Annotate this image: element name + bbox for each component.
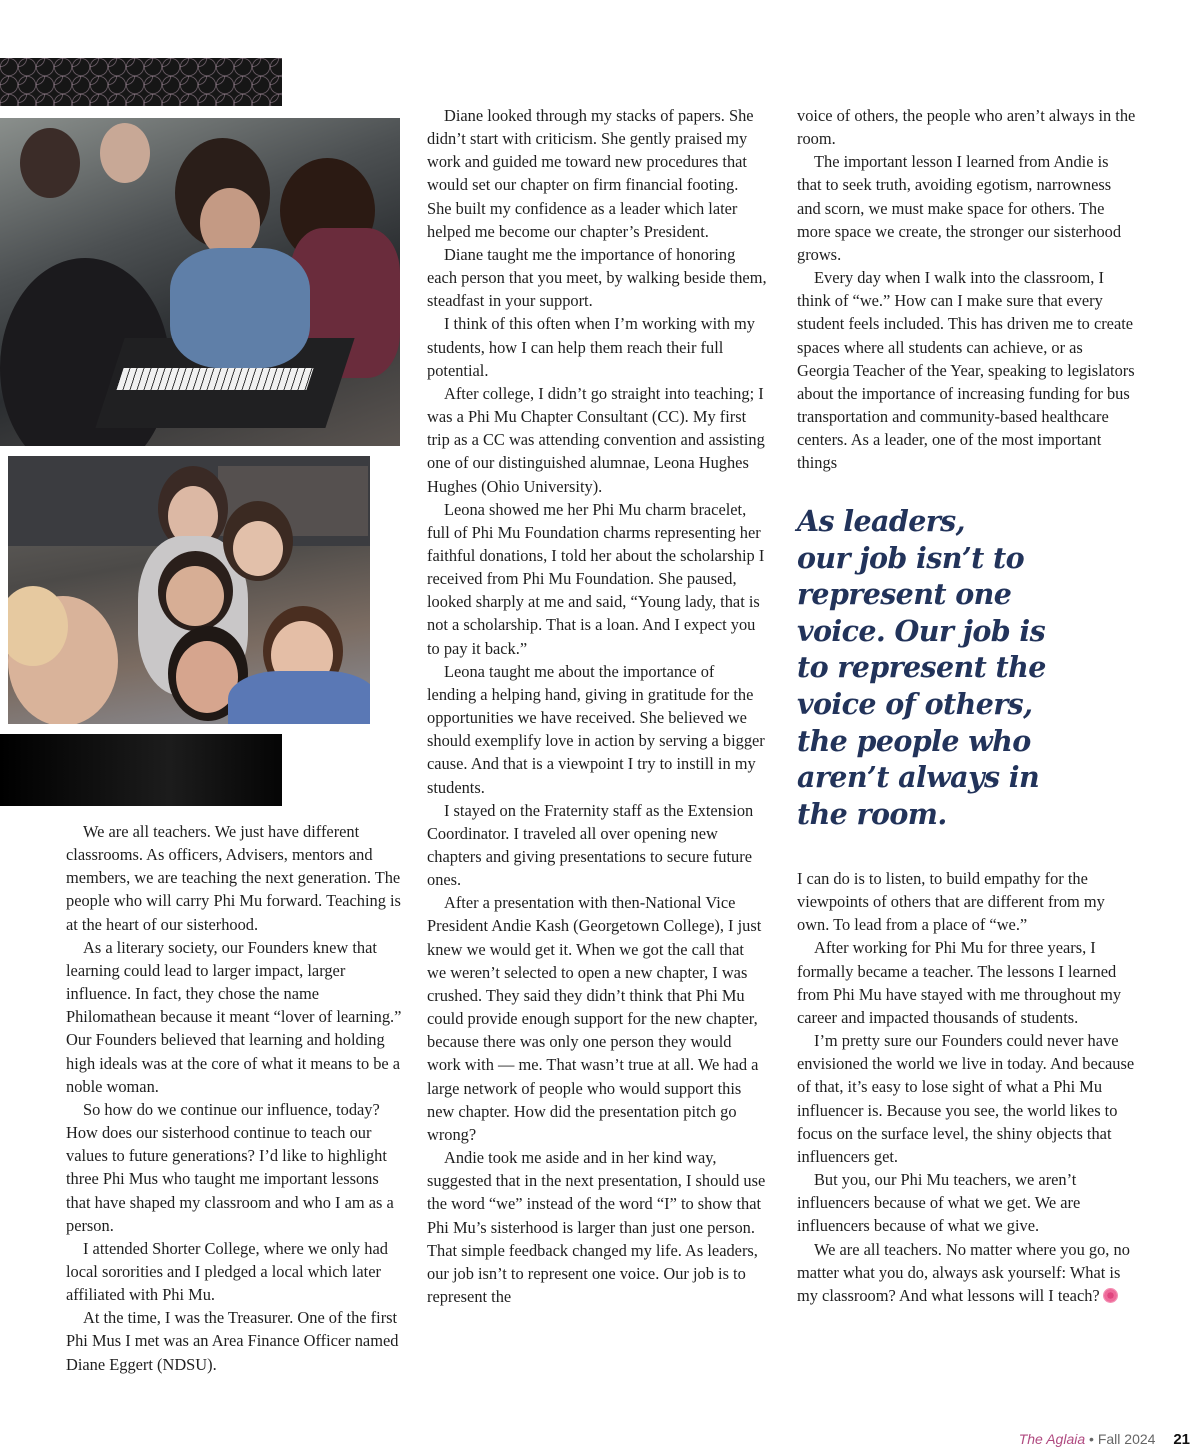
pull-quote-line: the people who xyxy=(797,723,1031,758)
pull-quote-line: As leaders, xyxy=(797,504,965,538)
article-column-3-bottom xyxy=(797,867,1137,1307)
magazine-title: The Aglaia xyxy=(1018,1431,1086,1447)
paragraph: voice of others, the people who aren’t always in the room. xyxy=(797,106,1136,149)
paragraph: The important lesson I learned from Andie is that to seek truth, avoiding egotism, narrowness and scorn, we must make space for others. The more space we create, the stronger our sisterhood grows. xyxy=(797,152,1122,264)
paragraph: I’m pretty sure our Founders could never have envisioned the world we live in today. And because of that, it’s easy to lose sight of what a Phi Mu influencer is. Because you see, the world likes to focus on the surface level, the shiny objects that influencers get. xyxy=(797,1031,1135,1166)
paragraph: I think of this often when I’m working with my students, how I can help them reach their full potential. xyxy=(427,314,755,380)
paragraph: After a presentation with then-National Vice President Andie Kash (Georgetown College), I just knew we would get it. When we got the call that we weren’t selected to open a new chapter, I was crushed. They said they didn’t think that Phi Mu could provide enough support for the new chapter, because there was only one person they would work with — me. That wasn’t true at all. We had a large network of people who would support this new chapter. How did the presentation pitch go wrong? xyxy=(427,893,762,1144)
page-footer xyxy=(960,1431,1190,1448)
paragraph: After working for Phi Mu for three years, I formally became a teacher. The lessons I learned from Phi Mu have stayed with me throughout my career and impacted thousands of students. xyxy=(797,938,1122,1027)
paragraph: So how do we continue our influence, today? How does our sisterhood continue to teach our values to future generations? I’d like to highlight three Phi Mus who taught me important lessons that have shaped my classroom and who I am as a person. xyxy=(66,1099,394,1235)
pull-quote-line: our job isn’t to xyxy=(797,540,1025,575)
article-column-2 xyxy=(427,104,767,1308)
paragraph: Diane taught me the importance of honoring each person that you meet, by walking beside them, steadfast in your support. xyxy=(427,244,767,311)
paragraph: Leona showed me her Phi Mu charm bracelet, full of Phi Mu Foundation charms representing her faithful donations, I told her about the scholarship I received from Phi Mu Foundation. She paused, looked sharply at me and said, “Young lady, that is not a scholarship. That is a loan. And I expect you to pay it back.” xyxy=(427,499,765,658)
pull-quote-line: voice of others, xyxy=(797,686,1033,721)
paragraph: As a literary society, our Founders knew that learning could lead to larger impact, larger influence. In fact, they chose the name Philomathean because it meant “lover of learning.” Our Founders believed that learning and holding high ideals was at the core of what it means to be a noble woman. xyxy=(66,937,402,1096)
pull-quote-line: to represent the xyxy=(797,650,1046,685)
paragraph: After college, I didn’t go straight into teaching; I was a Phi Mu Chapter Consultant (CC). My first trip as a CC was attending convention and assisting one of our distinguished alumnae, Leona Hughes Hughes (Ohio University). xyxy=(427,383,765,496)
students-at-keyboard-photo xyxy=(0,118,400,446)
paragraph: Andie took me aside and in her kind way, suggested that in the next presentation, I should use the word “we” instead of the word “I” to show that Phi Mu’s sisterhood is larger than just one person. That simple feedback changed my life. As leaders, our job isn’t to represent one voice. Our job is to represent the xyxy=(427,1148,766,1306)
article-column-1 xyxy=(66,820,406,1376)
paragraph: We are all teachers. We just have different classrooms. As officers, Advisers, mentors and members, we are teaching the next generation. The people who will carry Phi Mu forward. Teaching is at the heart of our sisterhood. xyxy=(66,822,401,934)
paragraph-final xyxy=(797,1238,1137,1307)
page-number: 21 xyxy=(1173,1431,1190,1448)
teacher-students-selfie-photo xyxy=(8,456,370,724)
paragraph-final-text: We are all teachers. No matter where you go, no matter what you do, always ask yourself: What is my classroom? And what lessons will I teach? xyxy=(797,1239,1130,1305)
pull-quote-line: represent one xyxy=(797,577,1012,612)
pull-quote xyxy=(797,503,1057,832)
pull-quote-line: voice. Our job is xyxy=(797,613,1046,648)
decorative-pattern-bar xyxy=(0,58,282,106)
paragraph: I attended Shorter College, where we only had local sororities and I pledged a local which later affiliated with Phi Mu. xyxy=(66,1238,388,1305)
paragraph: Diane looked through my stacks of papers. She didn’t start with criticism. She gently praised my work and guided me toward new procedures that would set our chapter on firm financial footing. She built my confidence as a leader which later helped me become our chapter’s President. xyxy=(427,106,754,241)
paragraph: Every day when I walk into the classroom, I think of “we.” How can I make sure that every student feels included. This has driven me to create spaces where all students can achieve, or as Georgia Teacher of the Year, speaking to legislators about the importance of increasing funding for bus transportation and community-based healthcare centers. As a leader, one of the most important things xyxy=(797,268,1135,473)
paragraph: Leona taught me about the importance of lending a helping hand, giving in gratitude for the opportunities we have received. She believed we should exemplify love in action by serving a bigger cause. And that is a viewpoint I try to instill in my students. xyxy=(427,661,765,797)
paragraph: But you, our Phi Mu teachers, we aren’t influencers because of what we get. We are influencers because of what we give. xyxy=(797,1170,1081,1236)
pull-quote-line: aren’t always in xyxy=(797,760,1040,795)
pull-quote-line: the room. xyxy=(797,796,947,831)
paragraph: I can do is to listen, to build empathy for the viewpoints of others that are different from my own. To lead from a place of “we.” xyxy=(797,869,1105,935)
article-column-3-top xyxy=(797,104,1137,475)
issue-label: Fall 2024 xyxy=(1097,1431,1156,1447)
paragraph: I stayed on the Fraternity staff as the Extension Coordinator. I traveled all over opening new chapters and giving presentations to secure future ones. xyxy=(427,800,754,890)
flower-icon xyxy=(1104,1289,1117,1302)
paragraph: At the time, I was the Treasurer. One of the first Phi Mus I met was an Area Finance Officer named Diane Eggert (NDSU). xyxy=(66,1308,399,1374)
dark-decorative-block xyxy=(0,734,282,806)
footer-separator: • xyxy=(1089,1431,1094,1447)
